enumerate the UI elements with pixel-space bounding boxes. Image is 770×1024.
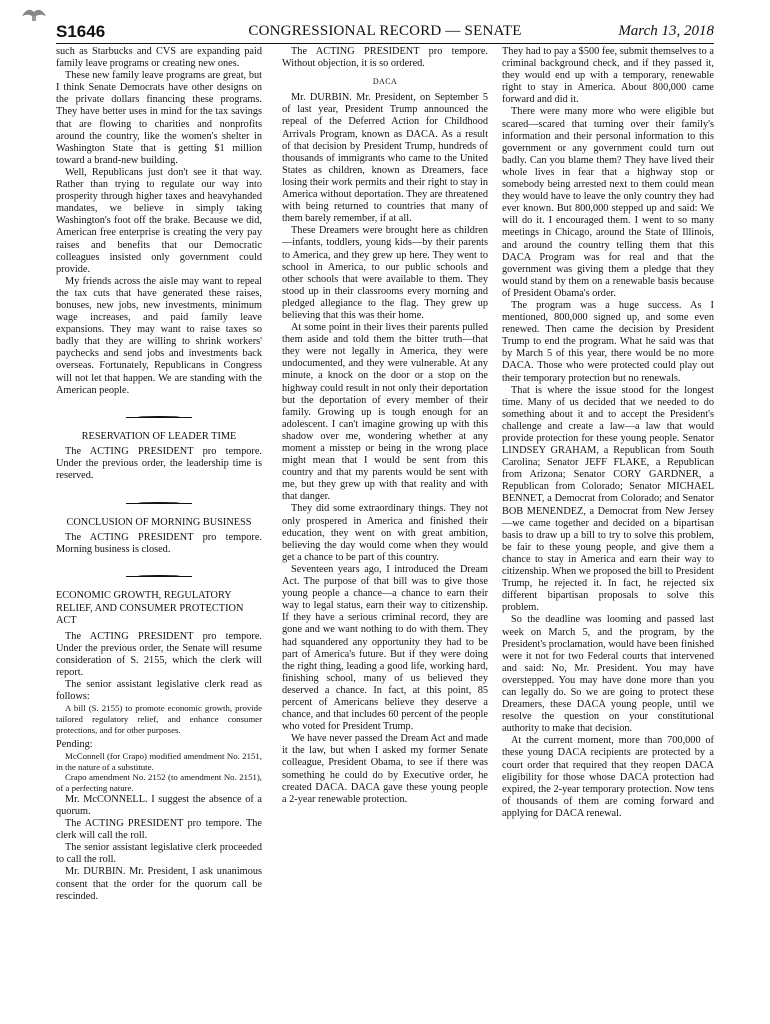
section-divider: [56, 497, 262, 509]
paragraph: So the deadline was looming and passed last week on March 5, and the program, by the President's proclamation, would have been finished were it not for two Federal courts that intervened and said: No, Mr. President. You may have overstepped. You may have done more than you can legally do. So we are going to protect these Dreamers, these DACA young people, until we resolve the question on your constitutional authority to make that decision.: [502, 614, 714, 735]
column-1: [56, 46, 262, 1016]
pending-label: Pending:: [56, 738, 93, 750]
paragraph: Mr. DURBIN. Mr. President, I ask unanimous consent that the order for the quorum call be rescinded.: [56, 866, 262, 902]
eagle-seal-icon: [20, 4, 48, 22]
paragraph: The ACTING PRESIDENT pro tempore. Under the previous order, the leadership time is reserved.: [56, 446, 262, 482]
column-3: [502, 46, 714, 1016]
paragraph: That is where the issue stood for the longest time. Many of us decided that we needed to do something about it and to accept the President's challenge and create a law—a law that would provide protection for these young people. Senator LINDSEY GRAHAM, a Republican from South Carolina; Senator JEFF FLAKE, a Republican from Arizona; Senator CORY GARDNER, a Republican from Colorado; Senator MICHAEL BENNET, a Democrat from Colorado; and Senator BOB MENENDEZ, a Democrat from New Jersey—we came together and decided on a bipartisan basis to draw up a bill to try to solve this problem, be fair to these young people, and give them a chance to stay in America and earn their way to citizenship. When we proposed the bill to President Trump, he rejected it. In fact, he rejected six different bipartisan proposals to solve this problem.: [502, 384, 714, 614]
paragraph: The senior assistant legislative clerk read as follows:: [56, 679, 262, 703]
paragraph: At some point in their lives their parents pulled them aside and told them the bitter truth—that they were not legally in America, they were undocumented, and they were vulnerable. At any minute, a knock on the door or a stop on the highway could result in not only their deportation but the deportation of every member of their family. Growing up is tough enough for an adolescent. I can't imagine growing up with this shadow over me, wondering whether at any moment a misstep or being in the wrong place might mean that I would be sent from this country and that my parents would be sent with me, but they grew up with that reality and with that danger.: [282, 322, 488, 503]
record-date: March 13, 2018: [618, 23, 714, 39]
paragraph: The ACTING PRESIDENT pro tempore. Under the previous order, the Senate will resume consideration of S. 2155, which the clerk will report.: [56, 630, 262, 678]
paragraph: They did some extraordinary things. They not only prospered in America and finished their education, they went on with great ambition, believing the day would come when they would get a chance to be part of this country.: [282, 503, 488, 563]
paragraph: They had to pay a $500 fee, submit themselves to a criminal background check, and if they passed it, they would end up with a temporary, renewable right to stay in America. About 800,000 came forward and did it.: [502, 46, 714, 106]
section-heading: CONCLUSION OF MORNING BUSINESS: [66, 516, 252, 528]
section-heading: RESERVATION OF LEADER TIME: [81, 430, 237, 442]
paragraph: These Dreamers were brought here as children—infants, toddlers, young kids—by their parents to America, and they grew up here. They went to school in America, to our public schools and other schools that were available to them. They stood up in their classrooms every morning and pledged allegiance to the flag. They grew up believing that this was their home.: [282, 225, 488, 321]
paragraph: such as Starbucks and CVS are expanding paid family leave programs or creating new ones.: [56, 46, 262, 70]
section-divider: [56, 570, 262, 582]
paragraph: Mr. DURBIN. Mr. President, on September 5 of last year, President Trump announced the repeal of the Deferred Action for Childhood Arrivals Program, known as DACA. As a result of that decision by President Trump, hundreds of thousands of immigrants who came to the United States as children, known as Dreamers, face losing their work permits and their right to stay in America without deportation. They are threatened with being returned to countries that many of them barely remember, if at all.: [282, 92, 488, 225]
paragraph: The ACTING PRESIDENT pro tempore. Morning business is closed.: [56, 532, 262, 556]
header-rule: [56, 43, 714, 44]
paragraph: We have never passed the Dream Act and made it the law, but when I asked my former Senate colleague, President Obama, to see if there was something he could do by Executive order, he created DACA. DACA gave these young people a 2-year renewable protection.: [282, 733, 488, 805]
text-columns: [56, 46, 714, 1016]
page-number: S1646: [56, 22, 106, 41]
section-divider: [56, 411, 262, 423]
paragraph: My friends across the aisle may want to repeal the tax cuts that have generated these raises, bonuses, new jobs, new investments, minimum wage increases, and paid family leave expansions. They may want to raise taxes so badly that they are willing to shrink workers' paychecks and send jobs and investments back overseas. Fortunately, Republicans in Congress will not let that happen. We are standing with the American people.: [56, 275, 262, 396]
page-header: [56, 22, 714, 44]
journal-title: CONGRESSIONAL RECORD — SENATE: [248, 23, 522, 39]
paragraph: The program was a huge success. As I mentioned, 800,000 signed up, and some even renewed. Then came the decision by President Trump to end the program. What he said was that by March 5 of this year, there would be no more DACA. Those who were protected could play out their temporary protection but no renewals.: [502, 299, 714, 384]
paragraph: At the current moment, more than 700,000 of these young DACA recipients are protected by a court order that required that they reopen DACA eligibility for those whose DACA protection had expired, the 2-year temporary protection. Now tens of thousands of them are coming forward and applying for DACA renewal.: [502, 735, 714, 819]
paragraph: The senior assistant legislative clerk proceeded to call the roll.: [56, 842, 262, 866]
paragraph: The ACTING PRESIDENT pro tempore. Without objection, it is so ordered.: [282, 46, 488, 70]
section-heading: ECONOMIC GROWTH, REGULATORY RELIEF, AND CONSUMER PROTECTION ACT: [56, 590, 244, 627]
amendment-text: Crapo amendment No. 2152 (to amendment No. 2151), of a perfecting nature.: [56, 772, 262, 794]
paragraph: These new family leave programs are great, but I think Senate Democrats have other designs on the private dollars financing these programs. They have better uses in mind for the tax savings that are flowing to charities and nonprofits around the country, like the women's shelter in Washington State that is getting $1 million toward a brand-new building.: [56, 70, 262, 166]
column-2: [282, 46, 488, 1016]
paragraph: Mr. McCONNELL. I suggest the absence of a quorum.: [56, 793, 262, 818]
paragraph: Seventeen years ago, I introduced the Dream Act. The purpose of that bill was to give those young people a chance—a chance to earn their way to legal status, earn their way to citizenship. If they have a serious criminal record, they are gone and we want nothing to do with them. They had squandered any opportunity they had to be part of America's future. But if they were doing the right thing, leading a good life, working hard, finishing school, many of us believed they deserved a chance. In fact, at this point, 85 percent of Americans believe they deserve a chance, and that includes 60 percent of the people who voted for President Trump.: [282, 563, 488, 733]
subsection-heading: DACA: [372, 77, 398, 87]
paragraph: The ACTING PRESIDENT pro tempore. The clerk will call the roll.: [56, 818, 262, 842]
amendment-text: McConnell (for Crapo) modified amendment No. 2151, in the nature of a substitute.: [56, 750, 262, 772]
paragraph: Well, Republicans just don't see it that way. Rather than trying to regulate our way into prosperity through higher taxes and heavyhanded mandates, we believe in simply taking Washington's foot off the brake. Because we did, American free enterprise is creating the very pay raises and benefits that our Democratic colleagues insisted only government could provide.: [56, 166, 262, 275]
bill-text: A bill (S. 2155) to promote economic growth, provide tailored regulatory relief, and enhance consumer protections, and for other purposes.: [56, 703, 262, 735]
paragraph: There were many more who were eligible but scared—scared that turning over their family's information and their personal information to this government or any government could turn out badly. Can you blame them? They have lived their whole lives in fear that a highway stop or somebody being arrested next to them could mean they would have to leave the only country they had ever known. But 800,000 stepped up and said: We will do it. I encouraged them. I went to so many meetings in Chicago, around the State of Illinois, and around the country telling them that this DACA Program was for real and that the government was giving them a pledge that they would stand by them on a renewable basis because of President Obama's order.: [502, 106, 714, 299]
